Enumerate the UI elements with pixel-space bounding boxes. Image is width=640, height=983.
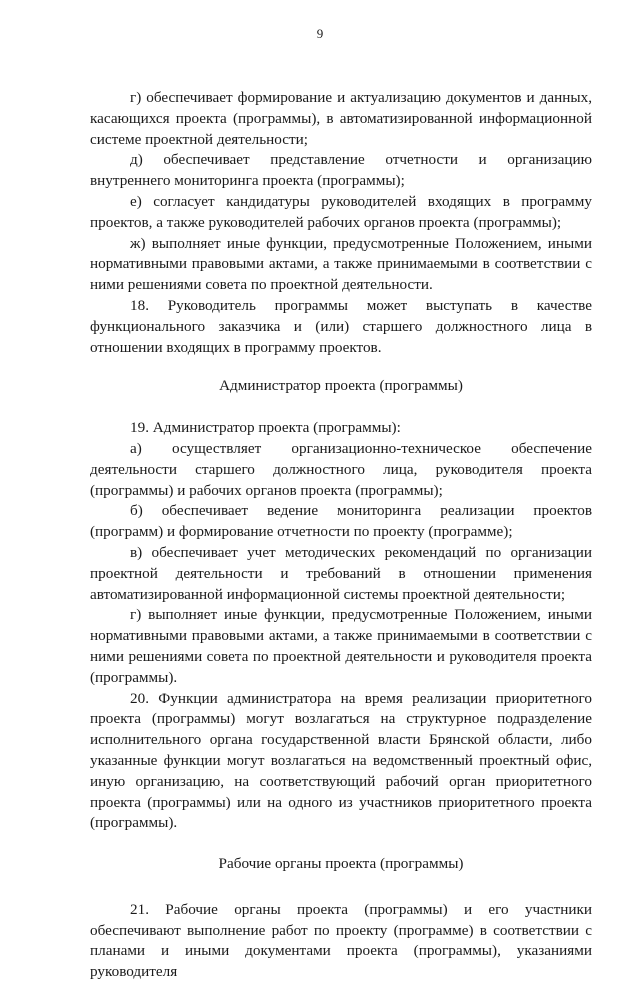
paragraph-18: 18. Руководитель программы может выступать в качестве функционального заказчика и (или) старшего должностного лица в отношении входящих в программу проектов.: [90, 296, 592, 356]
paragraph-v-recommendations: в) обеспечивает учет методических рекомендаций по организации проектной деятельности и требований в отношении применения автоматизированной информационной системы проектной деятельности;: [90, 543, 592, 603]
paragraph-zh-other-functions: ж) выполняет иные функции, предусмотренные Положением, иными нормативными правовыми актами, а также принимаемыми в соответствии с ними решениями совета по проектной деятельности.: [90, 234, 592, 294]
paragraph-g-other-functions: г) выполняет иные функции, предусмотренные Положением, иными нормативными правовыми актами, а также принимаемыми в соответствии с ними решениями совета по проектной деятельности и руководителя проекта (программы).: [90, 606, 592, 686]
section-heading-working-bodies: Рабочие органы проекта (программы): [218, 855, 464, 873]
paragraph-19: 19. Администратор проекта (программы):: [130, 419, 401, 437]
paragraph-g-project-documents: г) обеспечивает формирование и актуализацию документов и данных, касающихся проекта (программы), в автоматизированной информационной системе проектной деятельности;: [90, 89, 592, 148]
paragraph-a-support: а) осуществляет организационно-техническое обеспечение деятельности старшего должностного лица, руководителя проекта (программы) и рабочих органов проекта (программы);: [90, 439, 592, 499]
paragraph-21: 21. Рабочие органы проекта (программы) и его участники обеспечивают выполнение работ по проекту (программе) в соответствии с планами и иными документами проекта (программы), указаниями руководителя: [90, 900, 592, 981]
section-heading-administrator: Администратор проекта (программы): [219, 377, 463, 395]
paragraph-d-reporting: д) обеспечивает представление отчетности и организацию внутреннего мониторинга проекта (программы);: [90, 151, 592, 190]
paragraph-e-candidates: е) согласует кандидатуры руководителей входящих в программу проектов, а также руководителей рабочих органов проекта (программы);: [90, 192, 592, 231]
document-body: [90, 88, 592, 983]
paragraph-b-monitoring: б) обеспечивает ведение мониторинга реализации проектов (программ) и формирование отчетности по проекту (программе);: [90, 502, 592, 541]
paragraph-20: 20. Функции администратора на время реализации приоритетного проекта (программы) могут возлагаться на структурное подразделение исполнительного органа государственной власти Брянской области, либо указанные функции могут возлагаться на ведомственный проектный офис, иную организацию, на соответствующий рабочий орган приоритетного проекта (программы) или на одного из участников приоритетного проекта (программы).: [90, 689, 592, 832]
page-number: 9: [316, 26, 324, 41]
